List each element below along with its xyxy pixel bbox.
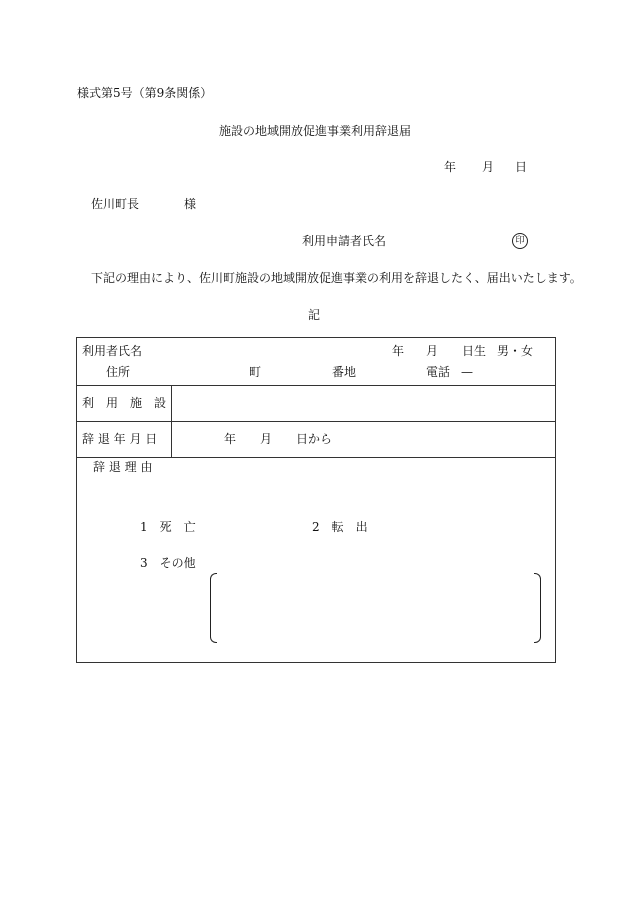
birth-day-label: 日生 <box>462 344 487 358</box>
document-title: 施設の地域開放促進事業利用辞退届 <box>219 124 412 138</box>
table-divider-2 <box>77 421 555 422</box>
withdrawal-month-label: 月 <box>260 432 273 446</box>
date-day-label: 日 <box>515 160 528 174</box>
facility-label: 利 用 施 設 <box>82 396 167 410</box>
address-label: 住所 <box>106 365 131 379</box>
addressee-name: 佐川町長 <box>91 197 140 211</box>
date-year-label: 年 <box>444 160 457 174</box>
reason-option-move-out: 2 転 出 <box>312 520 368 534</box>
town-label: 町 <box>249 365 262 379</box>
seal-mark: 印 <box>512 233 528 249</box>
table-divider-3 <box>77 457 555 458</box>
withdrawal-from-label: 日から <box>296 432 333 446</box>
phone-label: 電話 <box>426 365 451 379</box>
body-text: 下記の理由により、佐川町施設の地域開放促進事業の利用を辞退したく、届出いたします。 <box>91 271 582 285</box>
gender-options: 男・女 <box>497 344 534 358</box>
reason-label: 辞 退 理 由 <box>93 460 153 474</box>
user-name-label: 利用者氏名 <box>82 344 143 358</box>
reason-option-other: 3 その他 <box>140 556 196 570</box>
form-number: 様式第5号（第9条関係） <box>77 86 213 100</box>
withdrawal-date-label: 辞 退 年 月 日 <box>82 432 158 446</box>
banchi-label: 番地 <box>332 365 357 379</box>
birth-year-label: 年 <box>392 344 405 358</box>
reason-option-death: 1 死 亡 <box>140 520 196 534</box>
ki-label: 記 <box>308 308 321 322</box>
table-label-column-divider <box>171 385 172 457</box>
form-table <box>76 337 556 663</box>
withdrawal-year-label: 年 <box>224 432 237 446</box>
other-reason-bracket-left <box>210 573 217 643</box>
table-divider-1 <box>77 385 555 386</box>
birth-month-label: 月 <box>426 344 439 358</box>
applicant-name-label: 利用申請者氏名 <box>302 234 387 248</box>
date-month-label: 月 <box>482 160 495 174</box>
addressee-honorific: 様 <box>184 197 197 211</box>
phone-dash: — <box>461 365 473 379</box>
other-reason-bracket-right <box>534 573 541 643</box>
